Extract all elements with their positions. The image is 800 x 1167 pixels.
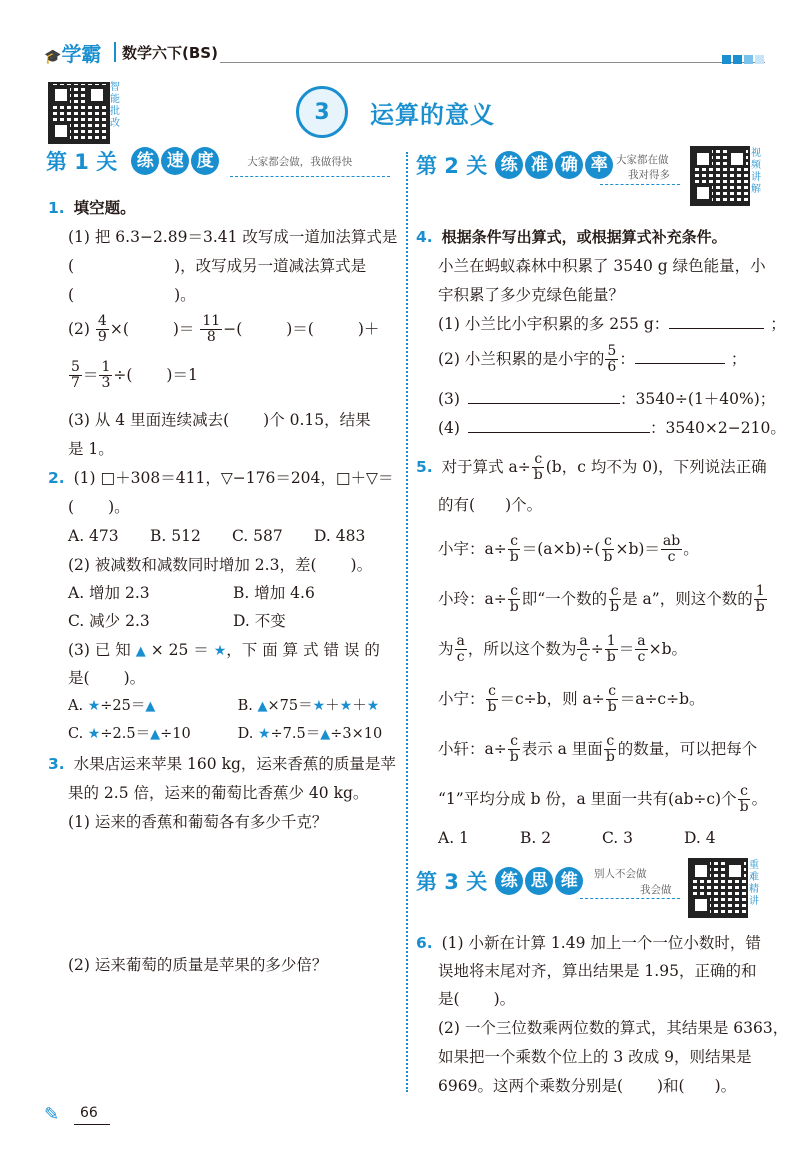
level2-bubbles (495, 151, 615, 179)
level2-slogan-1: 大家都在做 (616, 154, 669, 166)
q2-p3b: × 25 ＝ (150, 641, 209, 659)
q4-s2-line (438, 344, 746, 376)
q1-p2a: (2) (68, 319, 90, 338)
level2-slogan-2: 我对得多 (628, 169, 670, 181)
q4-title: 根据条件写出算式，或根据算式补充条件。 (441, 228, 727, 246)
q1-p2e: )＝( (286, 319, 314, 338)
level1-char: 度 (191, 147, 219, 175)
q5-x3e: ×b。 (648, 639, 688, 658)
option-b[interactable] (238, 698, 380, 714)
star-icon: ★ (339, 698, 353, 714)
level1-header (46, 146, 352, 176)
q6-l6a: 6969。这两个乘数分别是( (438, 1077, 623, 1095)
q6-l3b: )。 (493, 990, 516, 1008)
q4-s2: (2) 小兰积累的是小宇的 (438, 349, 605, 368)
fraction-c-b: $\frac{c}{b}$ (603, 533, 613, 566)
q4-s1end: ； (770, 315, 786, 333)
level2-char: 准 (525, 151, 553, 179)
level3-slogan-2: 我会做 (640, 884, 672, 896)
lesson-qr-code[interactable] (48, 82, 110, 144)
fraction-1-3: $\frac{1}{3}$ (101, 359, 111, 392)
q5-x2b: 即“一个数的 (521, 589, 608, 608)
option-text: ÷2.5＝ (100, 726, 151, 742)
q1-p2b: ×( (109, 319, 129, 338)
q2-p3d: 是( (68, 669, 90, 687)
level3-label: 第 3 关 (416, 870, 488, 894)
option-text: ÷25＝ (100, 698, 146, 714)
level1-slogan: 大家都会做，我做得快 (247, 155, 353, 168)
q2-opts2-row2 (68, 610, 286, 633)
answer-blank[interactable] (635, 363, 725, 364)
fraction-c-b: $\frac{c}{b}$ (509, 733, 519, 766)
fraction-a-c: $\frac{a}{c}$ (579, 633, 588, 666)
q5-xiaoyu (438, 534, 699, 566)
q5-opts (438, 827, 766, 850)
paren-open: ( (68, 286, 75, 304)
q5-x1b: ＝(a×b)÷( (521, 539, 601, 558)
option-d[interactable]: D. 不变 (233, 612, 286, 630)
option-c[interactable] (68, 724, 233, 746)
q4-title-line (416, 226, 727, 249)
q5-x1d: 。 (683, 539, 699, 558)
q6-number: 6. (416, 934, 433, 952)
q3-answer-space-2[interactable] (68, 984, 388, 1074)
q4-s3b: ：3540÷(1＋40%)； (619, 390, 776, 408)
brand-divider (114, 42, 116, 62)
q6-l6c: )。 (714, 1077, 737, 1095)
level3-qr-label: 重难精讲 (749, 860, 759, 907)
star-icon: ★ (366, 698, 380, 714)
fraction-5-7: $\frac{5}{7}$ (71, 359, 80, 392)
fraction-11-8: $\frac{11}{8}$ (202, 313, 221, 346)
q6-l2: 误地将末尾对齐，算出结果是 1.95，正确的和 (438, 962, 757, 980)
q4-s4b: ：3540×2−210。 (649, 419, 786, 437)
q5-x5b: 表示 a 里面 (521, 739, 603, 758)
level2-header (416, 150, 615, 180)
triangle-icon: ▲ (257, 699, 268, 714)
star-icon: ★ (87, 698, 101, 714)
q5-x2c: 是 a”，则这个数的 (622, 589, 753, 608)
q5-x6b: 。 (751, 789, 768, 808)
option-d[interactable]: D. 4 (684, 829, 716, 847)
option-letter: A. (68, 698, 84, 714)
option-text: ＋ (325, 698, 340, 714)
page-number: 66 (80, 1105, 98, 1121)
q1-p3a: (3) 从 4 里面连续减去( (68, 411, 230, 429)
q5-line1 (416, 452, 767, 484)
q3-l1: 水果店运来苹果 160 kg，运来香蕉的质量是苹 (73, 755, 396, 773)
level3-char: 维 (555, 867, 583, 895)
triangle-icon: ▲ (320, 727, 331, 742)
q2-p2-line (68, 554, 372, 577)
level1-char: 练 (131, 147, 159, 175)
q2-p3a: (3) 已 知 (68, 641, 131, 659)
triangle-icon: ▲ (145, 699, 156, 714)
q6-l6 (438, 1075, 736, 1098)
option-text: ＋ (352, 698, 367, 714)
option-letter: D. (237, 726, 254, 742)
fraction-c-b: $\frac{c}{b}$ (739, 783, 749, 816)
q6-l6b: )和( (657, 1077, 685, 1095)
q3-l2: 果的 2.5 倍，运来的葡萄比香蕉少 40 kg。 (68, 784, 369, 802)
q6-l3 (438, 988, 515, 1011)
q5-x5c: 的数量，可以把每个 (617, 739, 758, 758)
level2-label: 第 2 关 (416, 154, 488, 178)
level3-bubbles (495, 867, 585, 895)
q4-l2: 宇积累了多少克绿色能量？ (438, 286, 625, 304)
answer-blank[interactable] (468, 403, 620, 404)
q1-title: 填空题。 (73, 199, 136, 217)
star-icon: ★ (87, 726, 101, 742)
q5-xiaoling-1 (438, 584, 768, 616)
level3-slogan-1: 别人不会做 (594, 868, 647, 880)
q1-p2h: ÷( (113, 365, 133, 384)
option-text: ×75＝ (267, 698, 313, 714)
q2-p3-opts-row2 (68, 724, 382, 746)
fraction-ab-c: $\frac{ab}{c}$ (662, 533, 681, 566)
lesson-number: 3 (314, 99, 330, 125)
q5-l2a: 的有( (438, 496, 476, 514)
column-divider (406, 152, 408, 1092)
option-d[interactable] (238, 726, 383, 742)
q4-s2end: ； (730, 349, 747, 368)
option-c[interactable]: C. 减少 2.3 (68, 612, 150, 630)
q4-s1: (1) 小兰比小宇积累的多 255 g： (438, 315, 670, 333)
q3-s1: (1) 运来的香蕉和葡萄各有多少千克？ (68, 813, 328, 831)
footer (40, 1100, 760, 1130)
q2-p3e: )。 (123, 669, 146, 687)
level2-char: 确 (555, 151, 583, 179)
q1-p2-line2 (68, 360, 198, 392)
q5-x1c: ×b)＝ (615, 539, 660, 558)
fraction-5-6: $\frac{5}{6}$ (607, 343, 617, 376)
q2-opts1 (68, 525, 396, 548)
q5-x4c: ＝a÷c÷b。 (619, 689, 705, 708)
q4-s3-line (438, 388, 775, 411)
q6-line1 (416, 932, 761, 955)
level2-char: 率 (585, 151, 613, 179)
q3-answer-space-1[interactable] (68, 840, 388, 940)
lesson-number-badge (296, 86, 348, 138)
level2-qr-code[interactable] (690, 146, 750, 206)
q2-line2 (68, 496, 130, 519)
fraction-c-b: $\frac{c}{b}$ (533, 451, 543, 484)
q5-x5a: 小轩：a÷ (438, 739, 507, 758)
option-b[interactable]: B. 2 (520, 829, 552, 847)
star-icon: ★ (257, 726, 271, 742)
fraction-c-b: $\frac{c}{b}$ (487, 683, 497, 716)
q2-p3-line1 (68, 639, 380, 662)
q1-p1a: (1) 把 6.3−2.89＝3.41 改写成一道加法算式是 (68, 228, 398, 246)
q3-line1 (48, 753, 396, 776)
fraction-c-b: $\frac{c}{b}$ (509, 533, 519, 566)
q5-xiaoning (438, 684, 705, 716)
q5-xiaoxuan-1 (438, 734, 757, 766)
q1-p3b: )个 0.15，结果 (263, 411, 371, 429)
q4-s4a: (4) (438, 419, 460, 437)
option-a[interactable]: A. 增加 2.3 (68, 584, 150, 602)
star-icon: ★ (312, 698, 326, 714)
q6-l4: (2) 一个三位数乘两位数的算式，其结果是 6363， (438, 1019, 789, 1037)
pencil-icon: ✎ (44, 1104, 60, 1125)
level1-label: 第 1 关 (46, 150, 118, 174)
option-letter: B. (237, 698, 253, 714)
q5-x3a: 为 (438, 639, 454, 658)
fraction-c-b: $\frac{c}{b}$ (509, 583, 519, 616)
q6-l3a: 是( (438, 990, 460, 1008)
q5-l2b: )个。 (505, 496, 543, 514)
option-a[interactable]: A. 1 (438, 829, 469, 847)
q1-p3c: 是 1。 (68, 440, 114, 458)
q5-x4a: 小宁： (438, 689, 485, 708)
graduation-cap-icon: 🎓 (44, 49, 62, 65)
q1-title-line (48, 197, 136, 220)
q1-p2g: ＝ (82, 365, 99, 384)
option-c[interactable]: C. 587 (232, 527, 283, 545)
q1-p1e: )。 (174, 286, 196, 304)
q1-p2i: )＝1 (166, 365, 198, 384)
option-b[interactable]: B. 增加 4.6 (233, 584, 315, 602)
option-a[interactable]: A. 473 (68, 527, 119, 545)
brand-name: 学霸 (61, 42, 102, 66)
q1-p2c: )＝ (172, 319, 195, 338)
q5-x3c: ÷ (590, 639, 604, 658)
header-bar (40, 38, 765, 68)
level3-char: 练 (495, 867, 523, 895)
level3-char: 思 (525, 867, 553, 895)
q4-l1: 小兰在蚂蚁森林中积累了 3540 g 绿色能量，小 (438, 257, 766, 275)
lesson-qr-label: 智能批改 (110, 82, 120, 129)
level1-underline (230, 176, 390, 177)
fraction-c-b: $\frac{c}{b}$ (607, 683, 617, 716)
q6-l5: 如果把一个乘数个位上的 3 改成 9，则结果是 (438, 1048, 752, 1066)
level2-qr-label: 视频讲解 (751, 148, 761, 195)
fraction-1-b: $\frac{1}{b}$ (606, 633, 616, 666)
q1-p3-line1 (68, 409, 371, 432)
q5-number: 5. (416, 457, 433, 476)
q4-s4-line (438, 417, 786, 440)
triangle-icon: ▲ (150, 727, 161, 742)
option-text: ÷7.5＝ (270, 726, 321, 742)
answer-blank[interactable] (468, 432, 650, 433)
q3-s2: (2) 运来葡萄的质量是苹果的多少倍？ (68, 956, 328, 974)
level2-char: 练 (495, 151, 523, 179)
option-c[interactable]: C. 3 (602, 829, 634, 847)
q5-xiaoling-2 (438, 634, 687, 666)
level3-header (416, 866, 585, 896)
q4-s2b: ： (619, 349, 635, 368)
q2-opts2-row1 (68, 582, 315, 605)
option-text: ÷3×10 (330, 726, 383, 742)
q1-p1-line2 (68, 255, 366, 278)
level1-bubbles (131, 147, 221, 175)
q2-p2b: )。 (350, 556, 373, 574)
q1-p1c: )，改写成另一道减法算式是 (174, 257, 367, 275)
option-d[interactable]: D. 483 (314, 527, 366, 545)
q4-number: 4. (416, 228, 433, 246)
level3-qr-code[interactable] (688, 858, 748, 918)
fraction-a-c: $\frac{a}{c}$ (456, 633, 465, 666)
lesson-title: 运算的意义 (370, 100, 495, 129)
q3-number: 3. (48, 755, 65, 773)
option-text: ÷10 (160, 726, 191, 742)
q2-p1a: (1) □＋308＝411，▽−176＝204，□＋▽＝ (73, 469, 394, 487)
option-a[interactable] (68, 696, 233, 718)
level1-char: 速 (161, 147, 189, 175)
fraction-1-b: $\frac{1}{b}$ (755, 583, 765, 616)
q2-p3c: ，下 面 算 式 错 误 的 (226, 641, 380, 659)
option-letter: C. (68, 726, 84, 742)
header-rule (220, 62, 765, 63)
q2-number: 2. (48, 469, 65, 487)
q2-line1 (48, 467, 393, 490)
q5-line2 (438, 494, 542, 517)
q4-s1-line (438, 313, 786, 336)
q2-p3-opts-row1 (68, 696, 379, 718)
q2-p1c: )。 (108, 498, 130, 516)
fraction-4-9: $\frac{4}{9}$ (97, 313, 107, 346)
q5-l1a: 对于算式 a÷ (441, 457, 531, 476)
fraction-c-b: $\frac{c}{b}$ (610, 583, 620, 616)
level2-underline (600, 184, 680, 185)
q5-x3b: ，所以这个数为 (467, 639, 577, 658)
fraction-c-b: $\frac{c}{b}$ (605, 733, 615, 766)
q5-x3d: ＝ (618, 639, 635, 658)
paren-open: ( (68, 257, 75, 275)
answer-blank[interactable] (669, 328, 764, 329)
footer-rule (74, 1124, 110, 1125)
q1-p2-line1 (68, 314, 379, 346)
q5-x4b: ＝c÷b，则 a÷ (499, 689, 605, 708)
q5-l1b: (b，c 均不为 0)，下列说法正确 (545, 457, 767, 476)
fraction-a-c: $\frac{a}{c}$ (637, 633, 646, 666)
q6-l1: (1) 小新在计算 1.49 加上一个一位小数时，错 (441, 934, 761, 952)
level3-underline (580, 898, 680, 899)
q1-p1-line3 (68, 284, 196, 307)
q1-number: 1. (48, 199, 65, 217)
book-title: 数学六下(BS) (122, 44, 218, 62)
q2-p3-line2 (68, 667, 145, 690)
q4-s3a: (3) (438, 390, 460, 408)
option-b[interactable]: B. 512 (150, 527, 201, 545)
triangle-icon: ▲ (135, 644, 146, 659)
q1-p2d: −( (223, 319, 243, 338)
q5-x2a: 小玲：a÷ (438, 589, 507, 608)
q1-p2f: )＋ (357, 319, 380, 338)
q5-x6a: “1”平均分成 b 份，a 里面一共有(ab÷c)个 (438, 789, 737, 808)
q5-xiaoxuan-2 (438, 784, 767, 816)
paren-open: ( (68, 498, 75, 516)
brand-logo (44, 38, 101, 67)
q2-p2: (2) 被减数和减数同时增加 2.3，差( (68, 556, 317, 574)
lesson-title-block (296, 86, 495, 138)
q5-x1a: 小宇：a÷ (438, 539, 507, 558)
header-decor-squares (722, 50, 764, 68)
star-icon: ★ (213, 643, 227, 659)
